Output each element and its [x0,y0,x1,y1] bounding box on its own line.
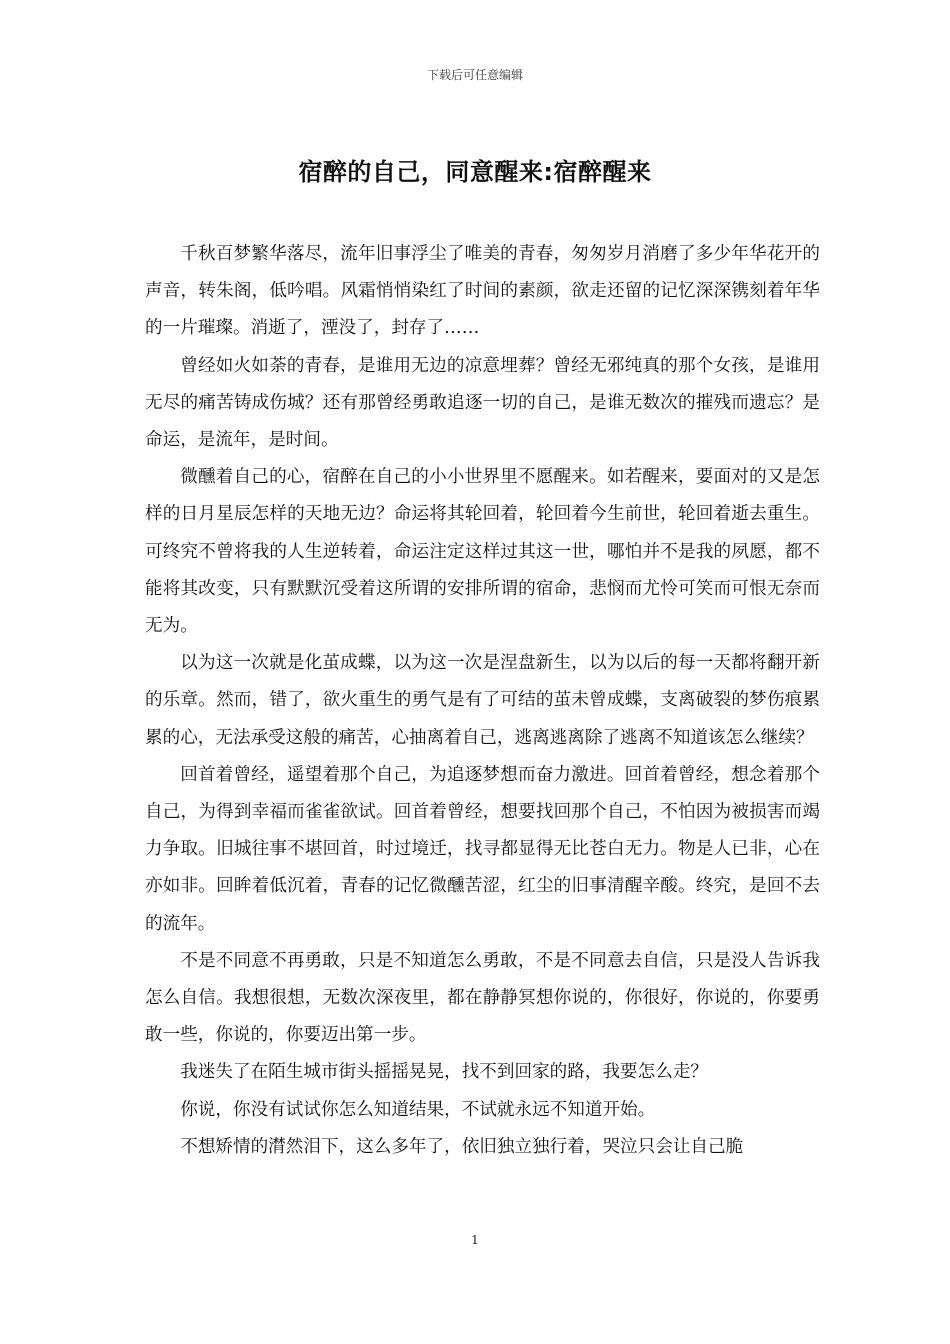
paragraph: 你说，你没有试试你怎么知道结果，不试就永远不知道开始。 [180,1099,656,1120]
paragraph: 曾经如火如荼的青春，是谁用无边的凉意埋葬？曾经无邪纯真的那个女孩，是谁用无尽的痛苦铸成伤城？还有那曾经勇敢追逐一切的自己，是谁无数次的摧残而遗忘？是命运，是流年，是时间。 [145,355,820,451]
document-body [145,236,820,1166]
paragraph: 以为这一次就是化茧成蝶，以为这一次是涅盘新生，以为以后的每一天都将翻开新的乐章。然而，错了，欲火重生的勇气是有了可结的茧未曾成蝶，支离破裂的梦伤痕累累的心，无法承受这般的痛苦，心抽离着自己，逃离逃离除了逃离不知道该怎么继续？ [145,653,820,748]
page-number: 1 [471,1233,479,1247]
document-title: 宿醉的自己，同意醒来:宿醉醒来 [298,158,652,186]
paragraph: 千秋百梦繁华落尽，流年旧事浮尘了唯美的青春，匆匆岁月消磨了多少年华花开的声音，转朱阁，低吟唱。风霜悄悄染红了时间的素颜，欲走还留的记忆深深镌刻着年华的一片璀璨。消逝了，湮没了，封存了…… [145,244,820,339]
paragraph: 回首着曾经，遥望着那个自己，为追逐梦想而奋力激进。回首着曾经，想念着那个自己，为得到幸福而雀雀欲试。回首着曾经，想要找回那个自己，不怕因为被损害而竭力争取。旧城往事不堪回首，时过境迁，找寻都显得无比苍白无力。物是人已非，心在亦如非。回眸着低沉着，青春的记忆微醺苦涩，红尘的旧事清醒辛酸。终究，是回不去的流年。 [145,764,820,934]
paragraph: 不是不同意不再勇敢，只是不知道怎么勇敢，不是不同意去自信，只是没人告诉我怎么自信。我想很想，无数次深夜里，都在静静冥想你说的，你很好，你说的，你要勇敢一些，你说的，你要迈出第一步。 [145,950,820,1046]
paragraph: 我迷失了在陌生城市街头摇摇晃晃，找不到回家的路，我要怎么走？ [180,1062,709,1083]
paragraph: 不想矫情的潸然泪下，这么多年了，依旧独立独行着，哭泣只会让自己脆 [180,1136,744,1157]
paragraph: 微醺着自己的心，宿醉在自己的小小世界里不愿醒来。如若醒来，要面对的又是怎样的日月星辰怎样的天地无边？命运将其轮回着，轮回着今生前世，轮回着逝去重生。可终究不曾将我的人生逆转着，命运注定这样过其这一世，哪怕并不是我的夙愿，都不能将其改变，只有默默沉受着这所谓的安排所谓的宿命，悲悯而尤怜可笑而可恨无奈而无为。 [145,467,820,637]
page-header: 下载后可任意编辑 [426,68,523,82]
